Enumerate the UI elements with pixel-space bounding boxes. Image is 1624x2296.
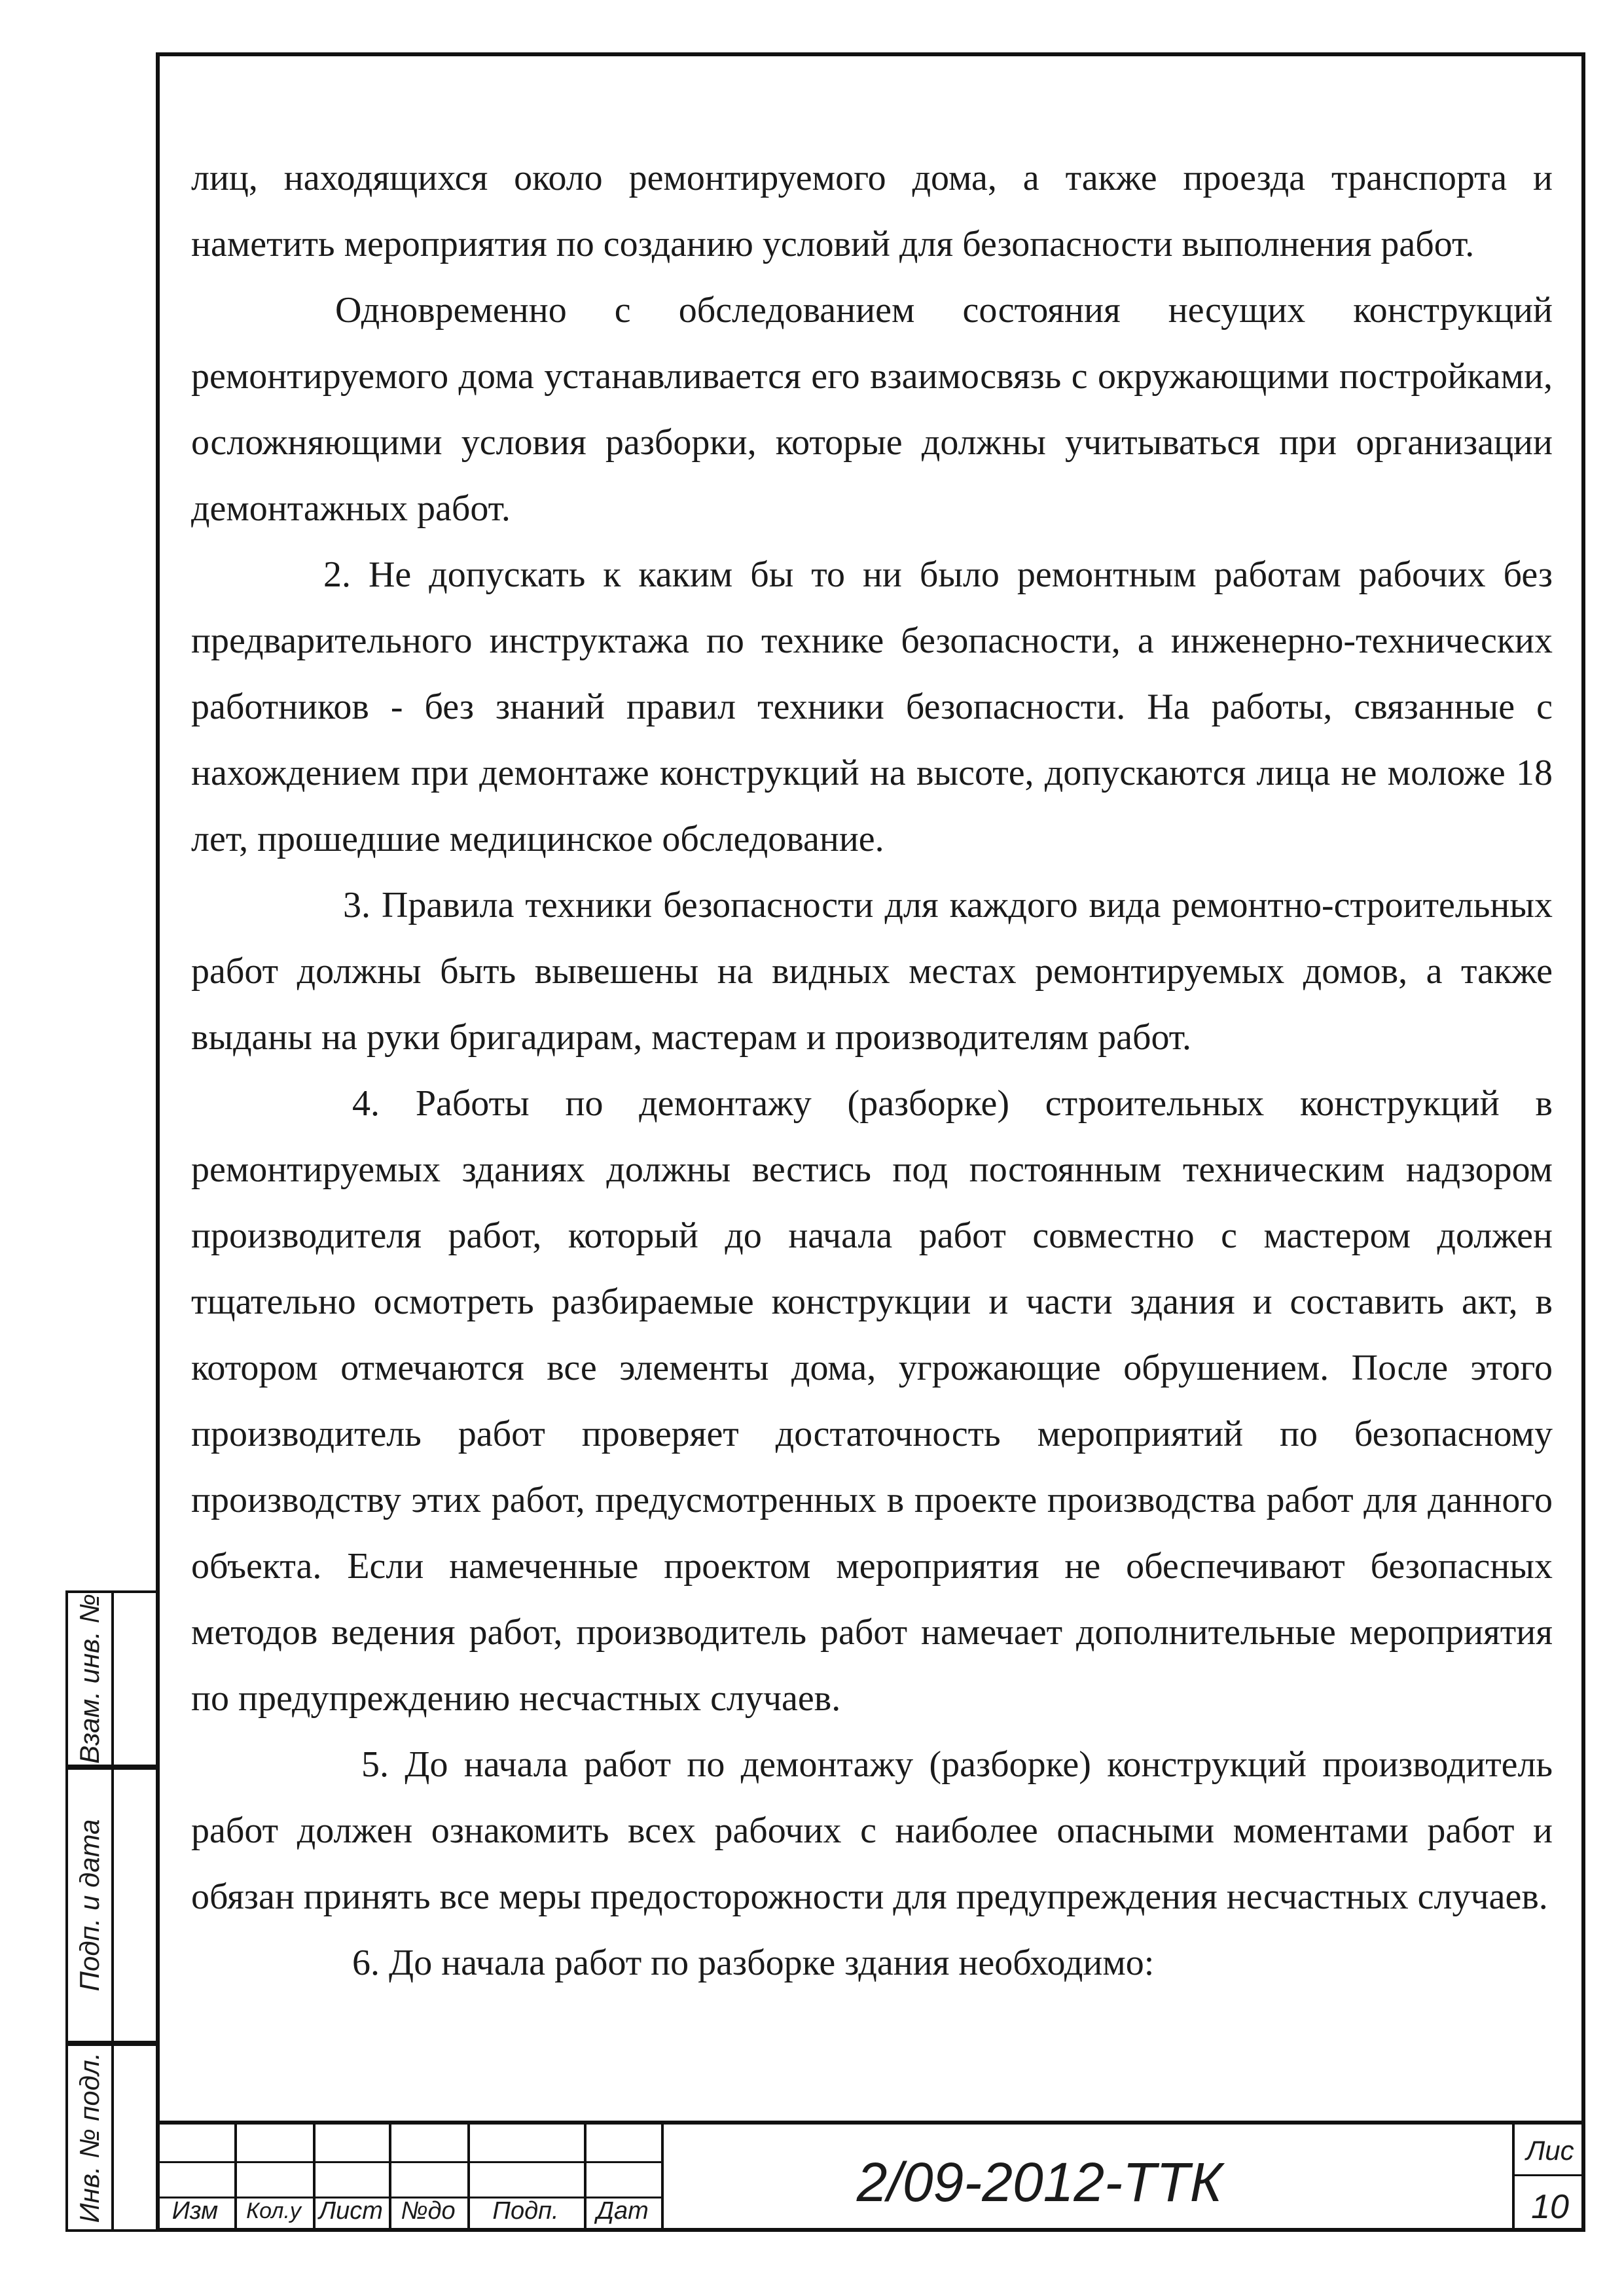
paragraph: 3. Правила техники безопасности для каждого вида ремонтно-строительных работ должны быть вывешены на видных местах ремонтируемых домов, а также выданы на руки бригадирам, мастерам и производителям работ.: [191, 885, 1553, 1058]
stamp-caption-podp: Подп.: [492, 2197, 559, 2225]
stamp-col-line: [661, 2125, 664, 2232]
side-label-podp-data: Подп. и дата: [74, 1819, 105, 1992]
document-code: 2/09-2012-ТТК: [856, 2151, 1223, 2213]
paragraph: 6. До начала работ по разборке здания необходимо:: [352, 1943, 1155, 1983]
side-cell-vzam-inv: [65, 1590, 156, 1767]
sheet-number: 10: [1531, 2188, 1569, 2226]
document-body: [191, 145, 1553, 1996]
sheet-label: Лис: [1526, 2135, 1574, 2166]
side-divider: [111, 1593, 114, 1765]
paragraph: Одновременно с обследованием состояния несущих конструкций ремонтируемого дома устанавливается его взаимосвязь с окружающими постройками, осложняющими условия разборки, которые должны учитываться при организации демонтажных работ.: [191, 290, 1553, 529]
side-divider: [111, 1770, 114, 2041]
side-label-container: [68, 2046, 111, 2229]
stamp-row-line: [1512, 2174, 1585, 2176]
title-block: [156, 2121, 1585, 2232]
paragraph: 2. Не допускать к каким бы то ни было ремонтным работам рабочих без предварительного инструктажа по технике безопасности, а инженерно-технических работников - без знаний правил техники безопасности. На работы, связанные с нахождением при демонтаже конструкций на высоте, допускаются лица не моложе 18 лет, прошедшие медицинское обследование.: [191, 554, 1553, 859]
side-divider: [111, 2046, 114, 2229]
paragraph: 4. Работы по демонтажу (разборке) строительных конструкций в ремонтируемых зданиях должны вестись под постоянным техническим надзором производителя работ, который до начала работ совместно с мастером должен тщательно осмотреть разбираемые конструкции и части здания и составить акт, в котором отмечаются все элементы дома, угрожающие обрушением. После этого производитель работ проверяет достаточность мероприятий по безопасному производству этих работ, предусмотренных в проекте производства работ для данного объекта. Если намеченные проектом мероприятия не обеспечивают безопасных методов ведения работ, производитель работ намечает дополнительные мероприятия по предупреждению несчастных случаев.: [191, 1083, 1553, 1719]
stamp-caption-kolu: Кол.у: [246, 2198, 301, 2223]
paragraph: лиц, находящихся около ремонтируемого дома, а также проезда транспорта и наметить мероприятия по созданию условий для безопасности выполнения работ.: [191, 158, 1553, 264]
side-label-inv-podl: Инв. № подл.: [74, 2052, 105, 2223]
side-label-vzam-inv: Взам. инв. №: [74, 1594, 105, 1764]
paragraph: 5. До начала работ по демонтажу (разборке) конструкций производитель работ должен ознакомить всех рабочих с наиболее опасными моментами работ и обязан принять все меры предосторожности для предупреждения несчастных случаев.: [191, 1744, 1553, 1917]
side-label-container: [68, 1770, 111, 2041]
side-label-container: [68, 1593, 111, 1765]
stamp-caption-dat: Дат: [596, 2197, 649, 2225]
side-cell-inv-podl: [65, 2043, 156, 2232]
stamp-caption-ndo: №до: [401, 2197, 456, 2225]
side-cell-podp-data: [65, 1767, 156, 2043]
stamp-caption-izm: Изм: [171, 2197, 219, 2225]
stamp-caption-list: Лист: [319, 2197, 383, 2225]
